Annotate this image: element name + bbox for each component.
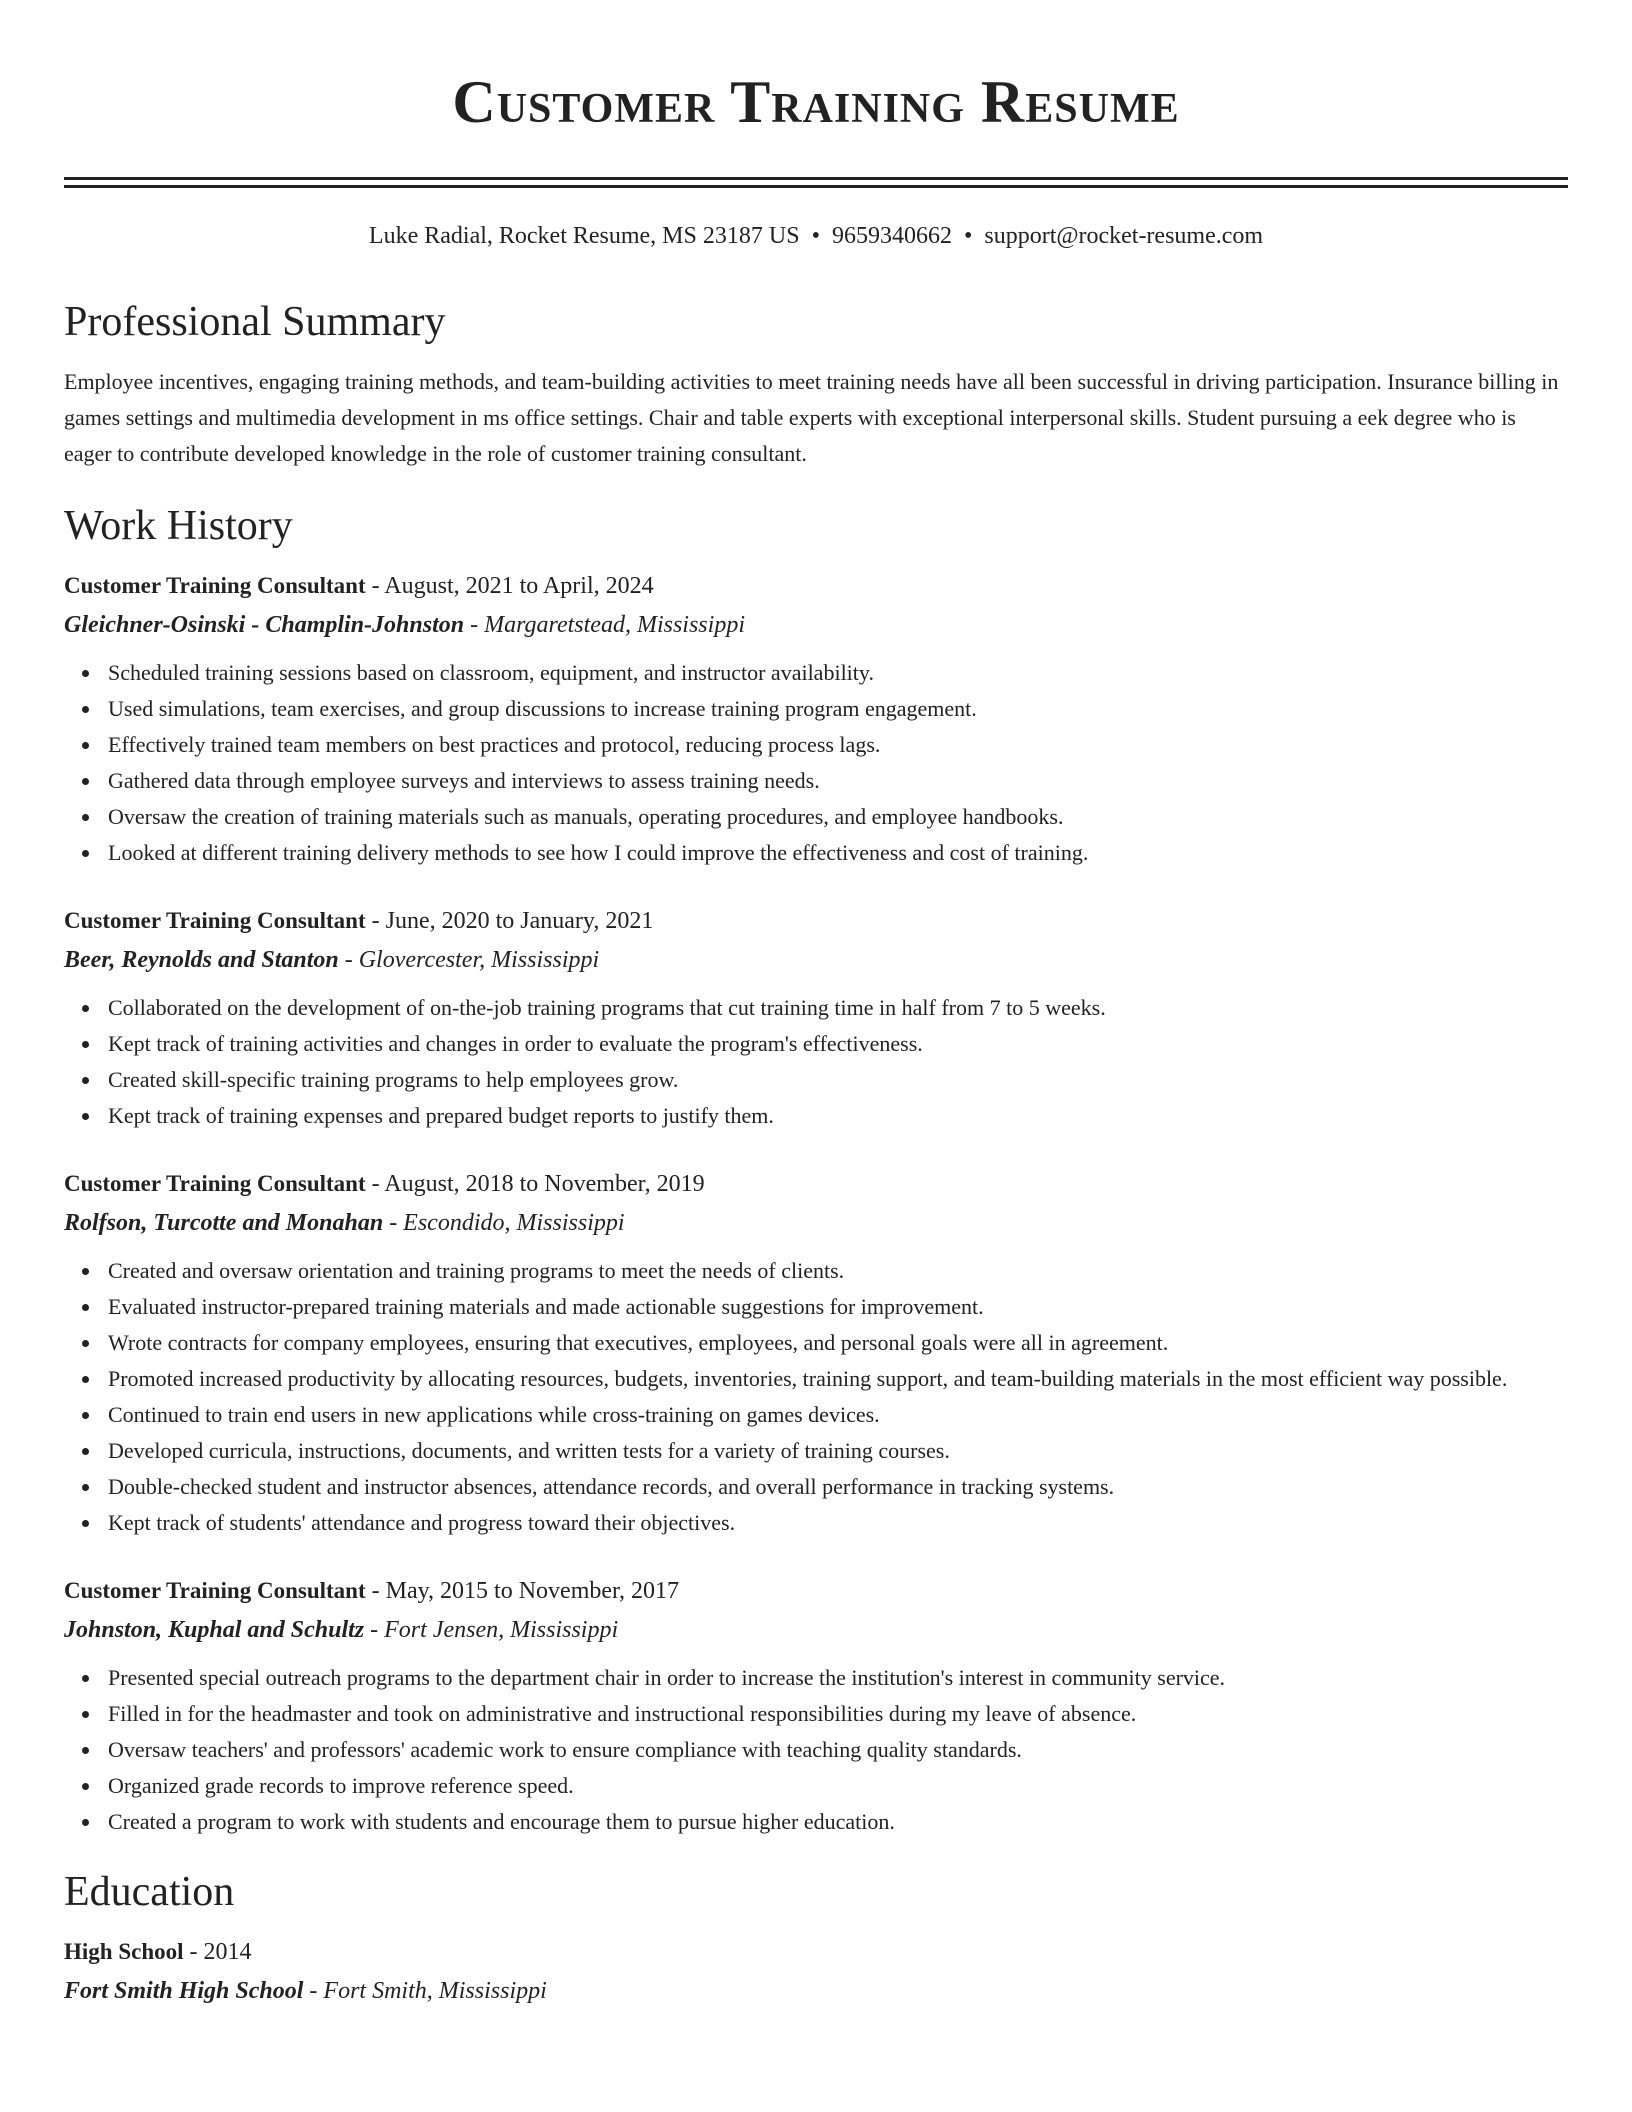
job-dates: - May, 2015 to November, 2017 (365, 1578, 680, 1604)
contact-address: Luke Radial, Rocket Resume, MS 23187 US (368, 223, 800, 249)
list-item: Created a program to work with students and encourage them to pursue higher education. (108, 1804, 1568, 1840)
job-employer-line (64, 941, 1568, 980)
list-item: Created and oversaw orientation and training programs to meet the needs of clients. (108, 1253, 1568, 1289)
list-item: Oversaw the creation of training materials such as manuals, operating procedures, and employee handbooks. (108, 799, 1568, 835)
job-header (64, 901, 1568, 941)
work-history-heading: Work History (64, 503, 293, 549)
list-item: Developed curricula, instructions, documents, and written tests for a variety of training courses. (108, 1433, 1568, 1469)
contact-phone: 9659340662 (831, 223, 952, 249)
education-location: - Fort Smith, Mississippi (303, 1978, 547, 2004)
education-section (64, 1866, 1568, 2011)
education-school: Fort Smith High School (64, 1978, 304, 2004)
job-bullet-list (64, 655, 1568, 871)
list-item: Kept track of training expenses and prepared budget reports to justify them. (108, 1098, 1568, 1134)
job-bullet-list (64, 1660, 1568, 1840)
job-employer-line (64, 1611, 1568, 1650)
job-dates: - August, 2021 to April, 2024 (365, 573, 654, 599)
job-dates: - June, 2020 to January, 2021 (365, 908, 654, 934)
list-item: Oversaw teachers' and professors' academic work to ensure compliance with teaching quality standards. (108, 1732, 1568, 1768)
contact-email: support@rocket-resume.com (984, 223, 1264, 249)
job-employer-line (64, 606, 1568, 645)
job-title: Customer Training Consultant (64, 1171, 366, 1196)
job-title: Customer Training Consultant (64, 573, 366, 598)
work-history-section (64, 500, 1568, 1840)
contact-line (64, 220, 1568, 252)
job-bullet-list (64, 1253, 1568, 1541)
list-item: Collaborated on the development of on-the-job training programs that cut training time in half from 7 to 5 weeks. (108, 990, 1568, 1026)
list-item: Wrote contracts for company employees, ensuring that executives, employees, and personal goals were all in agreement. (108, 1325, 1568, 1361)
title-rule-top (64, 177, 1568, 180)
list-item: Filled in for the headmaster and took on administrative and instructional responsibilities during my leave of absence. (108, 1696, 1568, 1732)
job-employer-line (64, 1204, 1568, 1243)
job-dates: - August, 2018 to November, 2019 (365, 1171, 705, 1197)
list-item: Created skill-specific training programs to help employees grow. (108, 1062, 1568, 1098)
job-company: Gleichner-Osinski - Champlin-Johnston (64, 612, 465, 638)
job-location: - Fort Jensen, Mississippi (364, 1617, 619, 1643)
education-heading: Education (64, 1869, 235, 1915)
list-item: Looked at different training delivery methods to see how I could improve the effectiveness and cost of training. (108, 835, 1568, 871)
job-entry (64, 1164, 1568, 1541)
job-location: - Margaretstead, Mississippi (464, 612, 745, 638)
list-item: Used simulations, team exercises, and group discussions to increase training program engagement. (108, 691, 1568, 727)
list-item: Continued to train end users in new applications while cross-training on games devices. (108, 1397, 1568, 1433)
job-title: Customer Training Consultant (64, 908, 366, 933)
title-rule-bottom (64, 185, 1568, 188)
summary-section (64, 296, 1568, 472)
list-item: Presented special outreach programs to the department chair in order to increase the institution's interest in community service. (108, 1660, 1568, 1696)
job-header (64, 1571, 1568, 1611)
list-item: Kept track of students' attendance and progress toward their objectives. (108, 1505, 1568, 1541)
list-item: Evaluated instructor-prepared training materials and made actionable suggestions for improvement. (108, 1289, 1568, 1325)
job-company: Beer, Reynolds and Stanton (64, 947, 339, 973)
contact-separator: • (963, 223, 973, 249)
job-title: Customer Training Consultant (64, 1578, 366, 1603)
summary-text: Employee incentives, engaging training methods, and team-building activities to meet training needs have all been successful in driving participation. Insurance billing in games settings and multimedia development in ms office settings. Chair and table experts with exceptional interpersonal skills. Student pursuing a eek degree who is eager to contribute developed knowledge in the role of customer training consultant. (64, 369, 1559, 466)
job-header (64, 1164, 1568, 1204)
education-year: - 2014 (183, 1939, 252, 1965)
list-item: Organized grade records to improve reference speed. (108, 1768, 1568, 1804)
education-school-line (64, 1972, 1568, 2011)
job-bullet-list (64, 990, 1568, 1134)
job-entry (64, 1571, 1568, 1840)
list-item: Double-checked student and instructor absences, attendance records, and overall performance in tracking systems. (108, 1469, 1568, 1505)
resume-title: Customer Training Resume (452, 69, 1180, 135)
job-location: - Glovercester, Mississippi (338, 947, 600, 973)
job-company: Johnston, Kuphal and Schultz (64, 1617, 365, 1643)
education-degree: High School (64, 1939, 184, 1964)
list-item: Promoted increased productivity by allocating resources, budgets, inventories, training support, and team-building materials in the most efficient way possible. (108, 1361, 1568, 1397)
list-item: Kept track of training activities and changes in order to evaluate the program's effectiveness. (108, 1026, 1568, 1062)
job-location: - Escondido, Mississippi (383, 1210, 625, 1236)
job-header (64, 566, 1568, 606)
job-entry (64, 901, 1568, 1134)
list-item: Effectively trained team members on best practices and protocol, reducing process lags. (108, 727, 1568, 763)
job-company: Rolfson, Turcotte and Monahan (64, 1210, 384, 1236)
summary-heading: Professional Summary (64, 299, 446, 345)
job-entry (64, 566, 1568, 871)
contact-separator: • (811, 223, 820, 249)
list-item: Gathered data through employee surveys and interviews to assess training needs. (108, 763, 1568, 799)
education-entry-header (64, 1932, 1568, 1972)
list-item: Scheduled training sessions based on classroom, equipment, and instructor availability. (108, 655, 1568, 691)
